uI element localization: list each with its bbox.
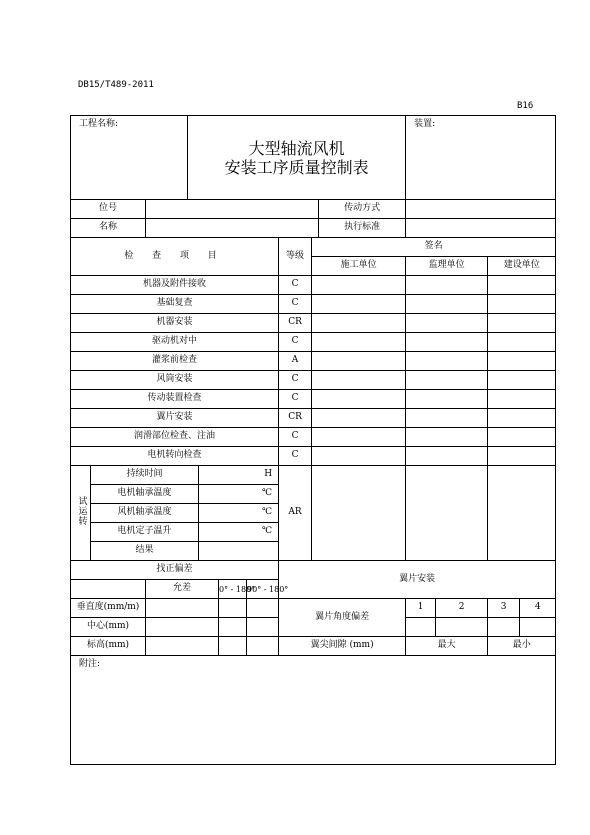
item-grade: C — [279, 447, 312, 466]
supervision-sign-cell[interactable] — [406, 314, 488, 333]
owner-sign-cell[interactable] — [488, 390, 556, 409]
owner-sign-cell[interactable] — [488, 314, 556, 333]
item-name: 电机转向检查 — [71, 447, 279, 466]
supervision-unit-header: 监理单位 — [406, 257, 488, 276]
alignment-blank — [71, 580, 146, 599]
elevation-90-180[interactable] — [247, 637, 279, 656]
form-title — [188, 116, 406, 200]
trial-item-name: 结果 — [91, 542, 199, 561]
elevation-0-180[interactable] — [219, 637, 247, 656]
position-label: 位号 — [71, 200, 146, 219]
supervision-sign-cell[interactable] — [406, 333, 488, 352]
blade-number-1: 1 — [406, 599, 436, 618]
trial-item-name: 风机轴承温度 — [91, 504, 199, 523]
item-name: 基础复查 — [71, 295, 279, 314]
item-grade: A — [279, 352, 312, 371]
trial-grade: AR — [279, 466, 312, 561]
standard-value[interactable] — [406, 219, 556, 238]
trial-supervision-sign[interactable] — [406, 466, 488, 561]
remarks-cell[interactable] — [71, 656, 556, 765]
owner-sign-cell[interactable] — [488, 352, 556, 371]
table-row — [71, 371, 556, 390]
construction-sign-cell[interactable] — [312, 314, 406, 333]
table-row — [71, 314, 556, 333]
table-row — [71, 409, 556, 428]
blade-angle-1[interactable] — [406, 618, 436, 637]
angle-0-180: 0° - 180° — [219, 580, 247, 599]
supervision-sign-cell[interactable] — [406, 428, 488, 447]
owner-sign-cell[interactable] — [488, 371, 556, 390]
document-code: DB15/T489-2011 — [78, 80, 154, 90]
project-name-label: 工程名称: — [79, 119, 119, 129]
table-row — [71, 447, 556, 466]
construction-sign-cell[interactable] — [312, 447, 406, 466]
table-row — [71, 333, 556, 352]
construction-sign-cell[interactable] — [312, 276, 406, 295]
blade-number-2: 2 — [436, 599, 488, 618]
signature-header: 签名 — [312, 238, 556, 257]
item-name: 机器及附件接收 — [71, 276, 279, 295]
item-grade: CR — [279, 314, 312, 333]
trial-result-value[interactable] — [199, 542, 279, 561]
owner-sign-cell[interactable] — [488, 428, 556, 447]
verticality-0-180[interactable] — [219, 599, 247, 618]
trial-item-unit[interactable]: ℃ — [199, 504, 279, 523]
standard-label: 执行标准 — [319, 219, 406, 238]
construction-sign-cell[interactable] — [312, 409, 406, 428]
item-grade: C — [279, 390, 312, 409]
table-row — [71, 428, 556, 447]
angle-90-180: 90° - 180° — [247, 580, 279, 599]
blade-angle-4[interactable] — [520, 618, 556, 637]
name-label: 名称 — [71, 219, 146, 238]
remarks-label: 附注: — [79, 659, 101, 669]
tip-gap-label: 翼尖间隙 (mm) — [279, 637, 406, 656]
owner-sign-cell[interactable] — [488, 295, 556, 314]
owner-sign-cell[interactable] — [488, 447, 556, 466]
item-name: 灌浆前检查 — [71, 352, 279, 371]
trial-owner-sign[interactable] — [488, 466, 556, 561]
blade-number-3: 3 — [488, 599, 520, 618]
trial-item-unit[interactable]: ℃ — [199, 485, 279, 504]
blade-number-4: 4 — [520, 599, 556, 618]
trial-item-unit[interactable]: ℃ — [199, 523, 279, 542]
item-name: 驱动机对中 — [71, 333, 279, 352]
trial-item-name: 持续时间 — [91, 466, 199, 485]
tip-gap-max-label: 最大 — [406, 637, 488, 656]
supervision-sign-cell[interactable] — [406, 352, 488, 371]
blade-install-title: 翼片安装 — [279, 561, 556, 599]
supervision-sign-cell[interactable] — [406, 447, 488, 466]
item-grade: C — [279, 428, 312, 447]
elevation-label: 标高(mm) — [71, 637, 146, 656]
supervision-sign-cell[interactable] — [406, 295, 488, 314]
project-name-cell — [71, 116, 188, 200]
supervision-sign-cell[interactable] — [406, 409, 488, 428]
name-value[interactable] — [146, 219, 319, 238]
verticality-label: 垂直度(mm/m) — [71, 599, 146, 618]
construction-sign-cell[interactable] — [312, 428, 406, 447]
position-value[interactable] — [146, 200, 319, 219]
item-name: 机器安装 — [71, 314, 279, 333]
title-line-1: 大型轴流风机 — [248, 138, 345, 158]
owner-sign-cell[interactable] — [488, 333, 556, 352]
trial-item-name: 电机轴承温度 — [91, 485, 199, 504]
form-code: B16 — [517, 101, 534, 111]
elevation-allowance[interactable] — [146, 637, 219, 656]
construction-sign-cell[interactable] — [312, 295, 406, 314]
trial-row — [71, 466, 556, 485]
item-grade: CR — [279, 409, 312, 428]
verticality-allowance[interactable] — [146, 599, 219, 618]
supervision-sign-cell[interactable] — [406, 390, 488, 409]
trial-run-text: 试运转 — [76, 496, 87, 527]
owner-sign-cell[interactable] — [488, 276, 556, 295]
verticality-90-180[interactable] — [247, 599, 279, 618]
table-row — [71, 390, 556, 409]
supervision-sign-cell[interactable] — [406, 371, 488, 390]
item-name: 润滑部位检查、注油 — [71, 428, 279, 447]
item-grade: C — [279, 371, 312, 390]
center-90-180[interactable] — [247, 618, 279, 637]
title-line-2: 安装工序质量控制表 — [224, 157, 369, 177]
center-label: 中心(mm) — [71, 618, 146, 637]
quality-control-form — [70, 115, 556, 765]
item-name: 翼片安装 — [71, 409, 279, 428]
construction-sign-cell[interactable] — [312, 333, 406, 352]
item-grade: C — [279, 276, 312, 295]
item-grade: C — [279, 333, 312, 352]
supervision-sign-cell[interactable] — [406, 276, 488, 295]
construction-sign-cell[interactable] — [312, 371, 406, 390]
transmission-label: 传动方式 — [319, 200, 406, 219]
owner-unit-header: 建设单位 — [488, 257, 556, 276]
table-row — [71, 352, 556, 371]
check-item-header: 检 查 项 目 — [71, 238, 279, 276]
construction-sign-cell[interactable] — [312, 352, 406, 371]
center-0-180[interactable] — [219, 618, 247, 637]
construction-unit-header: 施工单位 — [312, 257, 406, 276]
center-allowance[interactable] — [146, 618, 219, 637]
grade-header: 等级 — [279, 238, 312, 276]
table-row — [71, 295, 556, 314]
item-name: 风筒安装 — [71, 371, 279, 390]
device-label: 装置: — [414, 119, 436, 129]
owner-sign-cell[interactable] — [488, 409, 556, 428]
device-cell — [406, 116, 556, 200]
table-row — [71, 276, 556, 295]
trial-item-name: 电机定子温升 — [91, 523, 199, 542]
tip-gap-min-label: 最小 — [488, 637, 556, 656]
blade-angle-3[interactable] — [488, 618, 520, 637]
allowance-label: 允差 — [146, 580, 219, 599]
blade-angle-2[interactable] — [436, 618, 488, 637]
construction-sign-cell[interactable] — [312, 390, 406, 409]
blade-angle-deviation-label: 翼片角度偏差 — [279, 599, 406, 637]
alignment-title: 找正偏差 — [71, 561, 279, 580]
transmission-value[interactable] — [406, 200, 556, 219]
item-grade: C — [279, 295, 312, 314]
trial-item-unit[interactable]: H — [199, 466, 279, 485]
trial-construction-sign[interactable] — [312, 466, 406, 561]
item-name: 传动装置检查 — [71, 390, 279, 409]
trial-run-label — [71, 466, 91, 561]
